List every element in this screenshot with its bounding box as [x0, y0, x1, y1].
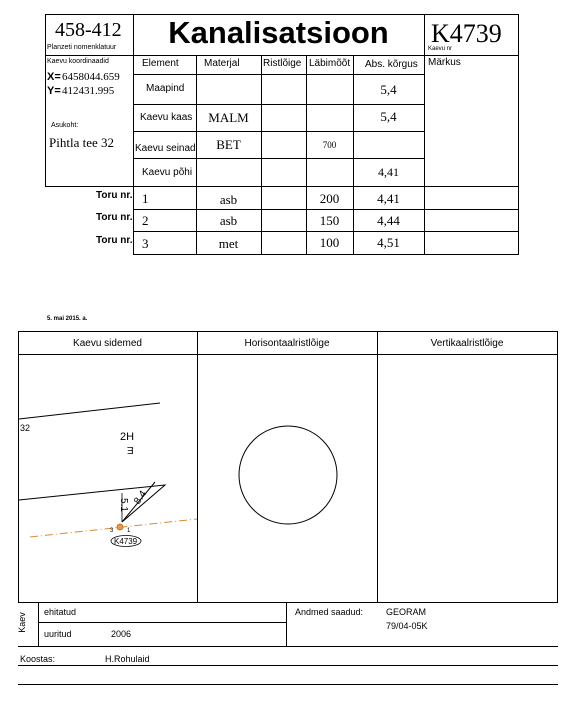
pipe-label: Toru nr. [96, 190, 133, 201]
col-title-connections: Kaevu sidemed [73, 338, 142, 349]
col-title-vertical-section: Vertikaalristlõige [430, 338, 504, 349]
pipe-material: met [218, 236, 239, 251]
col-header-material: Materjal [204, 58, 240, 69]
pipe-elevation: 4,51 [377, 235, 400, 250]
sheet-code: 458-412 [55, 19, 122, 41]
coords-label: Kaevu koordinaadid [47, 58, 109, 65]
row-element: Maapind [146, 83, 185, 94]
col-header-note: Märkus [428, 57, 461, 68]
pipe-label: Toru nr. [96, 235, 133, 246]
pipe-line [30, 519, 197, 537]
row-elevation: 5,4 [380, 82, 397, 97]
horizontal-section-circle [239, 426, 337, 524]
pipe-nr: 3 [142, 236, 149, 251]
building-label: 2H [120, 431, 135, 443]
pipe-number-1: 1 [127, 528, 131, 534]
row-material: BET [216, 137, 241, 152]
pipe-number-3: 3 [110, 528, 114, 534]
y-label: Y= [47, 85, 61, 97]
pipe-diameter: 100 [319, 235, 340, 250]
data-source-label: Andmed saadud: [295, 607, 364, 617]
pipe-nr: 2 [142, 213, 149, 228]
y-value: 412431.995 [62, 85, 115, 97]
side-label: Kaev [16, 612, 27, 633]
row-diameter: 700 [322, 140, 337, 150]
well-marker [117, 524, 123, 530]
pipe-material: asb [219, 192, 238, 207]
pipe-diameter: 150 [319, 213, 340, 228]
boundary-line [19, 403, 160, 419]
pipe-elevation: 4,41 [377, 191, 400, 206]
row-element: Kaevu kaas [140, 112, 193, 123]
location-value: Pihtla tee 32 [49, 135, 114, 150]
col-header-diameter: Läbimõõt [309, 58, 351, 69]
page-title: Kanalisatsioon [168, 15, 389, 50]
building-sub-label: E [127, 444, 134, 455]
document-date: 5. mai 2015. a. [47, 316, 88, 322]
pipe-label: Toru nr. [96, 212, 133, 223]
pipe-nr: 1 [142, 191, 149, 206]
author-label: Koostas: [20, 654, 56, 664]
author-value: H.Rohulaid [105, 654, 150, 664]
built-label: ehitatud [44, 607, 77, 617]
row-element: Kaevu põhi [142, 167, 193, 178]
well-id: K4739 [431, 19, 502, 48]
x-label: X= [47, 71, 61, 83]
well-tag: K4739 [114, 537, 138, 546]
well-id-label: Kaevu nr [428, 46, 453, 52]
pipe-material: asb [219, 213, 238, 228]
x-value: 6458044.659 [62, 71, 120, 83]
dimension-b: 8.4 [132, 488, 150, 507]
surveyed-year: 2006 [111, 629, 132, 639]
pipe-elevation: 4,44 [377, 213, 400, 228]
row-element: Kaevu seinad [135, 143, 196, 154]
row-elevation: 5,4 [380, 109, 397, 124]
col-header-elevation: Abs. kõrgus [365, 59, 418, 70]
row-material: MALM [208, 110, 249, 125]
col-header-element: Element [142, 58, 179, 69]
plot-number: 32 [20, 423, 31, 433]
surveyed-label: uuritud [44, 629, 72, 639]
pipe-diameter: 200 [319, 191, 340, 206]
location-label: Asukoht: [51, 122, 79, 129]
data-source-ref: 79/04-05K [386, 621, 428, 631]
dimension-a: 5.1 [117, 498, 129, 512]
col-title-horizontal-section: Horisontaalristlõige [244, 338, 330, 349]
sheet-label: Planzeti nomenklatuur [47, 44, 117, 51]
row-elevation: 4,41 [378, 165, 399, 179]
data-source-value: GEORAM [386, 607, 427, 617]
col-header-section: Ristlõige [263, 58, 302, 69]
